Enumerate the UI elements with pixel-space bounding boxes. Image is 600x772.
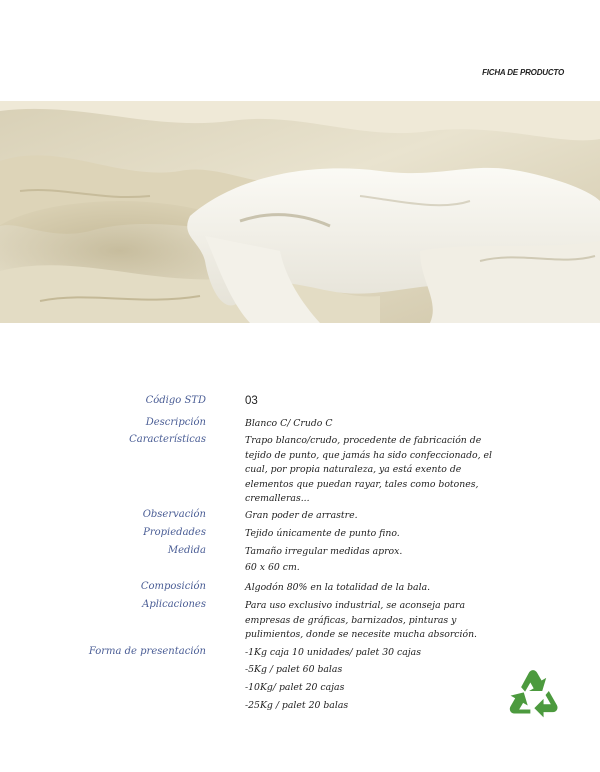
spec-value-line: -10Kg/ palet 20 cajas	[245, 682, 345, 693]
spec-value-line: -5Kg / palet 60 balas	[245, 664, 343, 675]
spec-value	[245, 663, 515, 678]
recycle-icon	[500, 662, 566, 724]
spec-value-line: -1Kg caja 10 unidades/ palet 30 cajas	[245, 647, 421, 658]
spec-label: Aplicaciones	[142, 599, 206, 610]
spec-value-line: Gran poder de arrastre.	[245, 510, 358, 521]
spec-label: Descripción	[145, 417, 206, 428]
spec-value-line: empresas de gráficas, barnizados, pinturas y	[245, 614, 457, 626]
spec-value	[245, 545, 515, 560]
spec-value	[245, 561, 515, 576]
spec-value	[245, 417, 515, 432]
spec-label: Observación	[142, 509, 206, 520]
spec-label: Medida	[167, 545, 206, 556]
spec-value	[245, 394, 515, 409]
product-photo	[0, 101, 600, 323]
spec-value-line: pulimientos, donde se necesite mucha absorción.	[245, 629, 478, 640]
spec-value-line: cremalleras...	[245, 493, 310, 504]
spec-value	[245, 581, 515, 596]
spec-value	[245, 527, 515, 542]
spec-label: Forma de presentación	[88, 646, 206, 657]
page-header-title: FICHA DE PRODUCTO	[482, 68, 564, 77]
spec-value-line: tejido de punto, que jamás ha sido confeccionado, el	[245, 449, 492, 461]
spec-value-line: Para uso exclusivo industrial, se aconseja para	[245, 600, 466, 611]
spec-label: Composición	[140, 581, 206, 592]
spec-label: Código STD	[145, 395, 206, 406]
spec-value-line: 60 x 60 cm.	[245, 562, 300, 573]
spec-value	[245, 699, 515, 714]
spec-value-line: -25Kg / palet 20 balas	[245, 700, 349, 711]
spec-label: Características	[129, 434, 206, 445]
spec-value-line: Tamaño irregular medidas aprox.	[245, 546, 403, 557]
spec-value-line: 03	[245, 395, 258, 407]
spec-value	[245, 646, 515, 661]
spec-value-line: Tejido únicamente de punto fino.	[245, 528, 400, 539]
spec-value-line: Blanco C/ Crudo C	[245, 418, 333, 429]
spec-value-line: elementos que puedan rayar, tales como botones,	[245, 478, 479, 490]
spec-value-line: Trapo blanco/crudo, procedente de fabricación de	[245, 435, 482, 446]
spec-value	[245, 509, 515, 524]
spec-value	[245, 599, 515, 643]
spec-value	[245, 681, 515, 696]
spec-value-line: Algodón 80% en la totalidad de la bala.	[245, 582, 431, 593]
spec-value-line: cual, por propia naturaleza, ya está exento de	[245, 464, 462, 475]
spec-label: Propiedades	[143, 527, 206, 538]
spec-value	[245, 434, 515, 507]
